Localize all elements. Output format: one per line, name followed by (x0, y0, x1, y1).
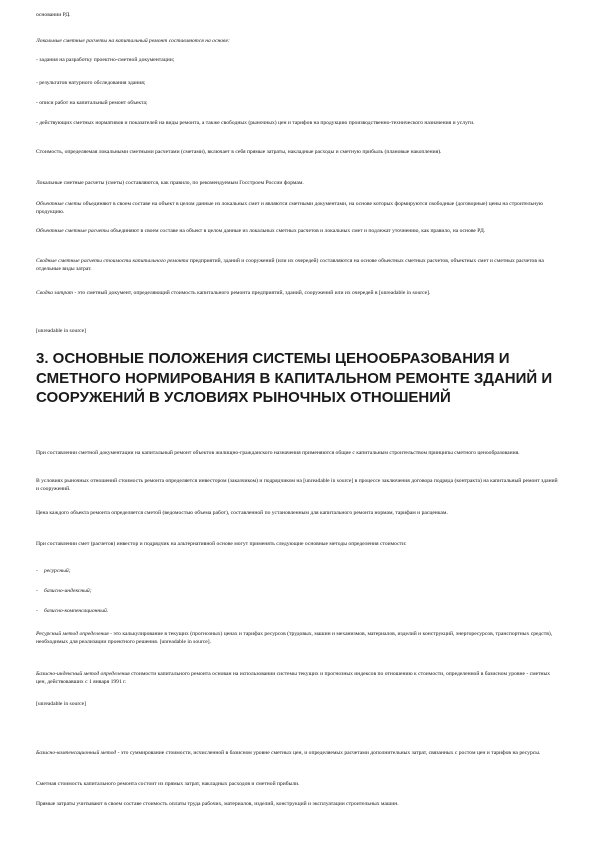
paragraph: Объектные сметы объединяют в своем составе на объект в целом данные из локальных смет и являются сметными документами, на основе которых формируются свободные (договорные) цены на строительную продукцию. (36, 201, 544, 216)
paragraph: Стоимость, определяемая локальными сметными расчетами (сметами), включает в себя прямые затраты, накладные расходы и сметную прибыль (плановые накопления). (36, 149, 442, 155)
paragraph: В условиях рыночных отношений стоимость ремонта определяется инвестором (заказчиком) и подрядчиком на [unreadable in source] в процессе заключения договора подряда (контракта) на капитальный ремонт зданий и сооружений. (36, 478, 558, 493)
paragraph: При составлении смет (расчетов) инвестор и подрядчик на альтернативной основе могут применять следующие основные методы определения стоимости: (36, 541, 407, 547)
paragraph: Базисно-компенсационный метод - это суммирование стоимости, исчисленной в базисном уровне сметных цен, и определяемых расчетами дополнительных затрат, связанных с ростом цен и тарифов на ресурсы. (36, 750, 541, 756)
paragraph: Объектные сметные расчеты объединяют в своем составе на объект в целом данные из локальных сметных расчетов и локальных смет и подлежат уточнению, как правило, на основе РД. (36, 228, 486, 234)
list-item: - базисно-индексный; (36, 588, 92, 594)
list-item: - ресурсный; (36, 568, 71, 574)
paragraph: Прямые затраты учитывают в своем составе стоимость оплаты труда рабочих, материалов, изделий, конструкций и эксплуатации строительных машин. (36, 801, 399, 807)
paragraph: Ресурсный метод определения - это калькулирование в текущих (прогнозных) ценах и тарифах ресурсов (трудовых, машин и механизмов, материалов, изделий и конструкций, энергоресурсов, транспортных средств), необходимых для реализации проектного решения. [unreadable in source]. (36, 631, 553, 646)
paragraph: [unreadable in source] (36, 328, 87, 334)
list-item: - результатов натурного обследования здания; (36, 80, 146, 86)
paragraph: Цена каждого объекта ремонта определяется сметой (ведомостью объема работ), составленной по установленным для капитального ремонта нормам, тарифам и расценкам. (36, 510, 448, 516)
paragraph: [unreadable in source] (36, 701, 87, 707)
paragraph: Сводка затрат - это сметный документ, определяющий стоимость капитального ремонта предприятий, зданий, сооружений или их очередей в [unreadable in source]. (36, 290, 431, 296)
list-item: - описи работ на капитальный ремонт объекта; (36, 100, 148, 106)
section-heading: 3. ОСНОВНЫЕ ПОЛОЖЕНИЯ СИСТЕМЫ ЦЕНООБРАЗОВАНИЯ И СМЕТНОГО НОРМИРОВАНИЯ В КАПИТАЛЬНОМ РЕМОНТЕ ЗДАНИЙ И СООРУЖЕНИЙ В УСЛОВИЯХ РЫНОЧНЫХ ОТНОШЕНИЙ (36, 350, 553, 406)
paragraph: Локальные сметные расчеты (сметы) составляются, как правило, по рекомендуемым Госстроем России формам. (36, 180, 304, 186)
paragraph: основании РД. (36, 12, 71, 18)
paragraph: Сводные сметные расчеты стоимости капитального ремонта предприятий, зданий и сооружений (или их очередей) составляются на основе объектных сметных расчетов, объектных смет и сметных расчетов на отдельные виды затрат. (36, 258, 544, 273)
list-item: - задания на разработку проектно-сметной документации; (36, 57, 175, 63)
paragraph: При составлении сметной документации на капитальный ремонт объектов жилищно-гражданского назначения применяются общие с капитальным строительством принципы сметного ценообразования. (36, 450, 520, 456)
list-item: - действующих сметных нормативов и показателей на виды ремонта, а также свободных (рыночных) цен и тарифов на продукцию производственно-технического назначения и услуги. (36, 120, 475, 126)
paragraph: Базисно-индексный метод определения стоимости капитального ремонта основан на использовании системы текущих и прогнозных индексов по отношению к стоимости, определенной в базисном уровне - сметных цен, действовавших с 1 января 1991 г. (36, 671, 551, 686)
list-item: - базисно-компенсационный. (36, 608, 109, 614)
paragraph: Локальные сметные расчеты на капитальный ремонт составляются на основе: (36, 38, 230, 44)
paragraph: Сметная стоимость капитального ремонта состоит из прямых затрат, накладных расходов и сметной прибыли. (36, 781, 300, 787)
